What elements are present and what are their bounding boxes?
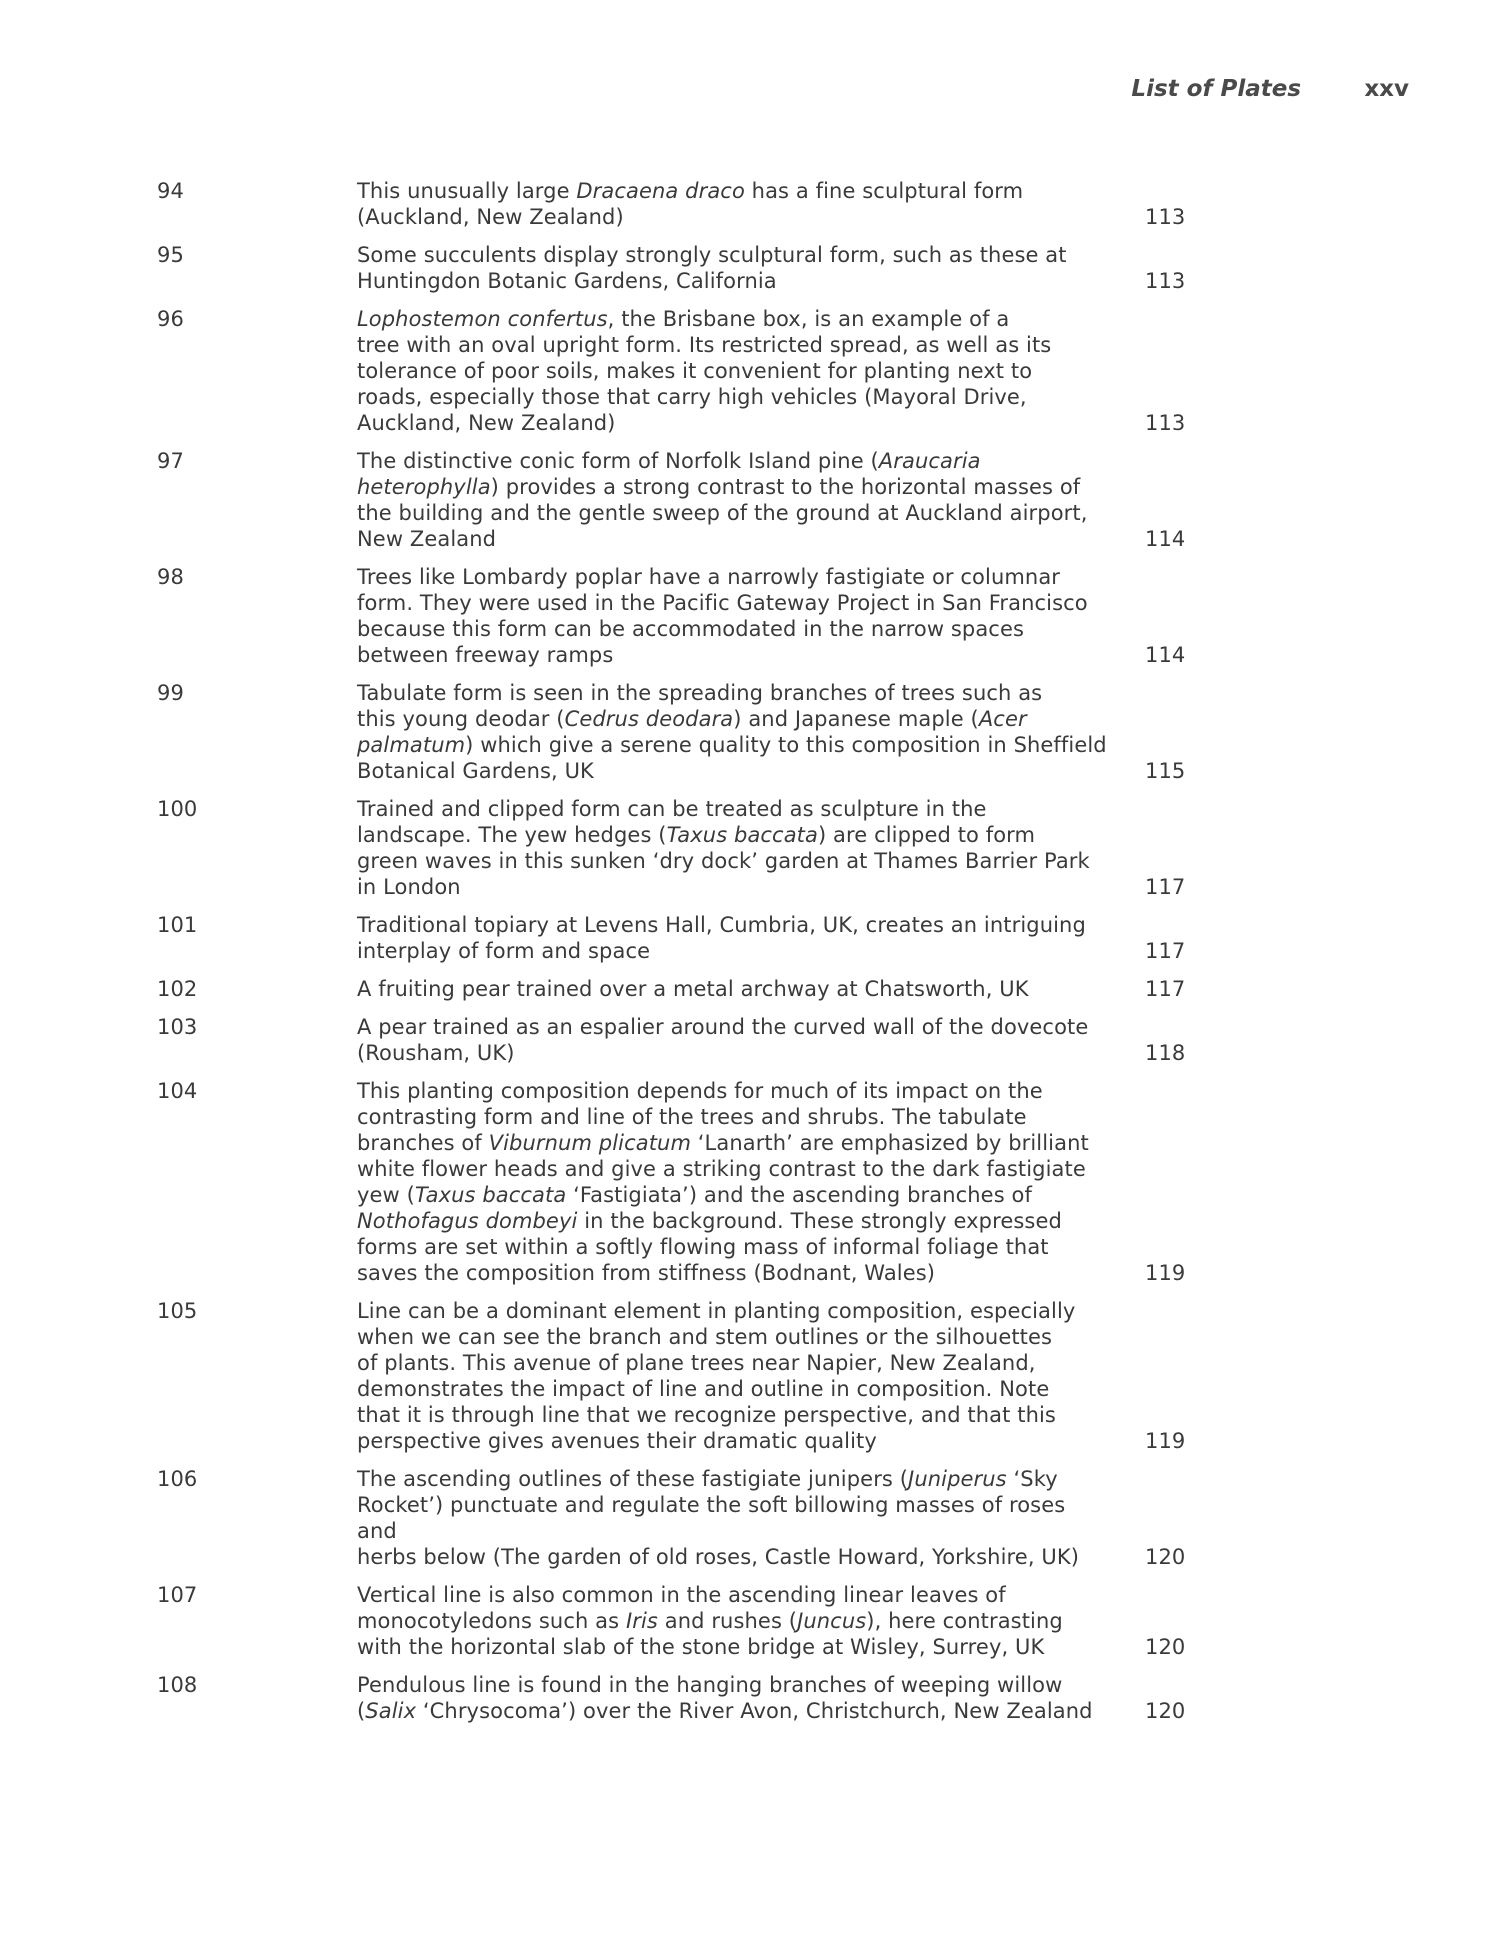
plate-caption bbox=[357, 306, 1109, 436]
caption-text: and rushes ( bbox=[657, 1609, 798, 1633]
caption-text: ‘Lanarth’ are emphasized by brilliant bbox=[691, 1131, 1089, 1155]
plate-page-number: 119 bbox=[1145, 1429, 1186, 1453]
caption-italic-text: Nothofagus dombeyi bbox=[357, 1209, 578, 1233]
plate-number: 106 bbox=[157, 1467, 198, 1491]
running-head-title: List of Plates bbox=[1131, 76, 1302, 102]
caption-text: Traditional topiary at Levens Hall, Cumbria, UK, creates an intriguing bbox=[357, 913, 1086, 937]
caption-text: monocotyledons such as bbox=[357, 1609, 626, 1633]
caption-italic-text: Salix bbox=[365, 1699, 417, 1723]
plate-number: 94 bbox=[157, 179, 184, 203]
caption-italic-text: Taxus baccata bbox=[666, 823, 818, 847]
caption-text: Botanical Gardens, UK bbox=[357, 759, 594, 783]
plate-entry bbox=[157, 306, 1192, 436]
plate-number: 98 bbox=[157, 565, 184, 589]
caption-text: branches of bbox=[357, 1131, 489, 1155]
caption-text: Auckland, New Zealand) bbox=[357, 411, 616, 435]
caption-text: ) and Japanese maple ( bbox=[733, 707, 979, 731]
plate-caption bbox=[357, 1298, 1109, 1454]
plate-entry bbox=[157, 796, 1192, 900]
plate-page-number: 119 bbox=[1145, 1261, 1186, 1285]
plate-entry bbox=[157, 1298, 1192, 1454]
caption-text: ‘Fastigiata’) and the ascending branches of bbox=[566, 1183, 1032, 1207]
caption-text: with the horizontal slab of the stone bridge at Wisley, Surrey, UK bbox=[357, 1635, 1045, 1659]
plate-caption bbox=[357, 680, 1109, 784]
caption-text: Huntingdon Botanic Gardens, California bbox=[357, 269, 777, 293]
plate-entry bbox=[157, 1014, 1192, 1066]
plate-entry bbox=[157, 448, 1192, 552]
caption-text: landscape. The yew hedges ( bbox=[357, 823, 667, 847]
caption-text: white flower heads and give a striking contrast to the dark fastigiate bbox=[357, 1157, 1086, 1181]
caption-text: in London bbox=[357, 875, 461, 899]
plate-number: 104 bbox=[157, 1079, 198, 1103]
caption-text: (Auckland, New Zealand) bbox=[357, 205, 624, 229]
caption-italic-text: Juncus bbox=[797, 1609, 867, 1633]
caption-text: green waves in this sunken ‘dry dock’ garden at Thames Barrier Park bbox=[357, 849, 1090, 873]
caption-text: Pendulous line is found in the hanging branches of weeping willow bbox=[357, 1673, 1063, 1697]
caption-italic-text: palmatum bbox=[357, 733, 466, 757]
caption-italic-text: Dracaena draco bbox=[576, 179, 745, 203]
plate-caption bbox=[357, 976, 1109, 1002]
caption-text: Some succulents display strongly sculptural form, such as these at bbox=[357, 243, 1067, 267]
caption-text: contrasting form and line of the trees and shrubs. The tabulate bbox=[357, 1105, 1027, 1129]
plate-caption bbox=[357, 796, 1109, 900]
caption-text: A pear trained as an espalier around the curved wall of the dovecote bbox=[357, 1015, 1089, 1039]
plate-page-number: 114 bbox=[1145, 527, 1186, 551]
caption-text: ( bbox=[357, 1699, 366, 1723]
caption-text: ‘Sky bbox=[1006, 1467, 1058, 1491]
caption-italic-text: Araucaria bbox=[878, 449, 981, 473]
caption-text: New Zealand bbox=[357, 527, 497, 551]
caption-text: ) which give a serene quality to this composition in Sheffield bbox=[465, 733, 1107, 757]
caption-italic-text: Acer bbox=[978, 707, 1027, 731]
plate-page-number: 120 bbox=[1145, 1635, 1186, 1659]
caption-text: (Rousham, UK) bbox=[357, 1041, 515, 1065]
caption-text: this young deodar ( bbox=[357, 707, 565, 731]
plate-caption bbox=[357, 912, 1109, 964]
caption-text: because this form can be accommodated in the narrow spaces bbox=[357, 617, 1025, 641]
plate-caption bbox=[357, 1466, 1109, 1570]
caption-text: ‘Chrysocoma’) over the River Avon, Christchurch, New Zealand bbox=[416, 1699, 1093, 1723]
caption-text: that it is through line that we recognize perspective, and that this bbox=[357, 1403, 1056, 1427]
caption-text: between freeway ramps bbox=[357, 643, 614, 667]
plate-entry bbox=[157, 976, 1192, 1002]
caption-text: Trees like Lombardy poplar have a narrowly fastigiate or columnar bbox=[357, 565, 1061, 589]
caption-text: the building and the gentle sweep of the ground at Auckland airport, bbox=[357, 501, 1088, 525]
plate-caption bbox=[357, 1582, 1109, 1660]
plate-page-number: 120 bbox=[1145, 1545, 1186, 1569]
plate-page-number: 113 bbox=[1145, 205, 1186, 229]
plate-number: 101 bbox=[157, 913, 198, 937]
plate-caption bbox=[357, 1672, 1109, 1724]
plate-caption bbox=[357, 564, 1109, 668]
caption-text: Vertical line is also common in the ascending linear leaves of bbox=[357, 1583, 1006, 1607]
caption-text: The ascending outlines of these fastigiate junipers ( bbox=[357, 1467, 909, 1491]
caption-italic-text: Iris bbox=[625, 1609, 658, 1633]
plate-page-number: 118 bbox=[1145, 1041, 1186, 1065]
caption-text: form. They were used in the Pacific Gateway Project in San Francisco bbox=[357, 591, 1088, 615]
plate-entry bbox=[157, 680, 1192, 784]
plate-number: 99 bbox=[157, 681, 184, 705]
plate-entry bbox=[157, 564, 1192, 668]
plate-number: 97 bbox=[157, 449, 184, 473]
caption-italic-text: Taxus baccata bbox=[414, 1183, 567, 1207]
plate-page-number: 115 bbox=[1145, 759, 1186, 783]
plate-entry bbox=[157, 912, 1192, 964]
caption-italic-text: Lophostemon confertus bbox=[357, 307, 608, 331]
plate-page-number: 114 bbox=[1145, 643, 1186, 667]
caption-text: Trained and clipped form can be treated as sculpture in the bbox=[357, 797, 987, 821]
plate-caption bbox=[357, 1078, 1109, 1286]
plate-caption bbox=[357, 448, 1109, 552]
caption-text: This unusually large bbox=[357, 179, 577, 203]
caption-text: , the Brisbane box, is an example of a bbox=[607, 307, 1010, 331]
caption-text: interplay of form and space bbox=[357, 939, 651, 963]
plate-number: 100 bbox=[157, 797, 198, 821]
caption-italic-text: Juniperus bbox=[908, 1467, 1007, 1491]
caption-text: ), here contrasting bbox=[866, 1609, 1063, 1633]
caption-text: in the background. These strongly expressed bbox=[577, 1209, 1062, 1233]
plate-page-number: 117 bbox=[1145, 875, 1186, 899]
plate-number: 96 bbox=[157, 307, 184, 331]
plate-page-number: 120 bbox=[1145, 1699, 1186, 1723]
plate-caption bbox=[357, 1014, 1109, 1066]
caption-italic-text: Viburnum plicatum bbox=[488, 1131, 691, 1155]
plate-number: 108 bbox=[157, 1673, 198, 1697]
caption-text: perspective gives avenues their dramatic quality bbox=[357, 1429, 877, 1453]
plate-page-number: 113 bbox=[1145, 269, 1186, 293]
caption-text: forms are set within a softly flowing mass of informal foliage that bbox=[357, 1235, 1049, 1259]
caption-text: has a fine sculptural form bbox=[744, 179, 1024, 203]
caption-text: tolerance of poor soils, makes it convenient for planting next to bbox=[357, 359, 1033, 383]
caption-text: saves the composition from stiffness (Bodnant, Wales) bbox=[357, 1261, 936, 1285]
caption-text: A fruiting pear trained over a metal archway at Chatsworth, UK bbox=[357, 977, 1029, 1001]
caption-text: of plants. This avenue of plane trees near Napier, New Zealand, bbox=[357, 1351, 1036, 1375]
caption-text: ) are clipped to form bbox=[817, 823, 1036, 847]
plate-entry bbox=[157, 1672, 1192, 1724]
plate-entry bbox=[157, 1466, 1192, 1570]
plate-page-number: 113 bbox=[1145, 411, 1186, 435]
caption-text: roads, especially those that carry high vehicles (Mayoral Drive, bbox=[357, 385, 1027, 409]
plate-number: 105 bbox=[157, 1299, 198, 1323]
caption-italic-text: Cedrus deodara bbox=[564, 707, 734, 731]
page-folio: xxv bbox=[1364, 76, 1409, 102]
caption-text: Line can be a dominant element in planting composition, especially bbox=[357, 1299, 1076, 1323]
plate-entry bbox=[157, 178, 1192, 230]
plate-entry bbox=[157, 1078, 1192, 1286]
plate-number: 103 bbox=[157, 1015, 198, 1039]
plate-number: 107 bbox=[157, 1583, 198, 1607]
caption-text: The distinctive conic form of Norfolk Island pine ( bbox=[357, 449, 879, 473]
caption-text: Rocket’) punctuate and regulate the soft billowing masses of roses and bbox=[357, 1493, 1066, 1543]
list-of-plates bbox=[157, 178, 1192, 1736]
plate-number: 102 bbox=[157, 977, 198, 1001]
plate-number: 95 bbox=[157, 243, 184, 267]
caption-italic-text: heterophylla bbox=[357, 475, 491, 499]
caption-text: tree with an oval upright form. Its restricted spread, as well as its bbox=[357, 333, 1052, 357]
plate-caption bbox=[357, 242, 1109, 294]
plate-page-number: 117 bbox=[1145, 977, 1186, 1001]
caption-text: herbs below (The garden of old roses, Castle Howard, Yorkshire, UK) bbox=[357, 1545, 1080, 1569]
caption-text: yew ( bbox=[357, 1183, 415, 1207]
caption-text: This planting composition depends for much of its impact on the bbox=[357, 1079, 1043, 1103]
plate-caption bbox=[357, 178, 1109, 230]
plate-page-number: 117 bbox=[1145, 939, 1186, 963]
plate-entry bbox=[157, 242, 1192, 294]
running-head bbox=[1131, 76, 1409, 102]
plate-entry bbox=[157, 1582, 1192, 1660]
caption-text: ) provides a strong contrast to the horizontal masses of bbox=[490, 475, 1081, 499]
caption-text: when we can see the branch and stem outlines or the silhouettes bbox=[357, 1325, 1053, 1349]
caption-text: demonstrates the impact of line and outline in composition. Note bbox=[357, 1377, 1050, 1401]
caption-text: Tabulate form is seen in the spreading branches of trees such as bbox=[357, 681, 1043, 705]
